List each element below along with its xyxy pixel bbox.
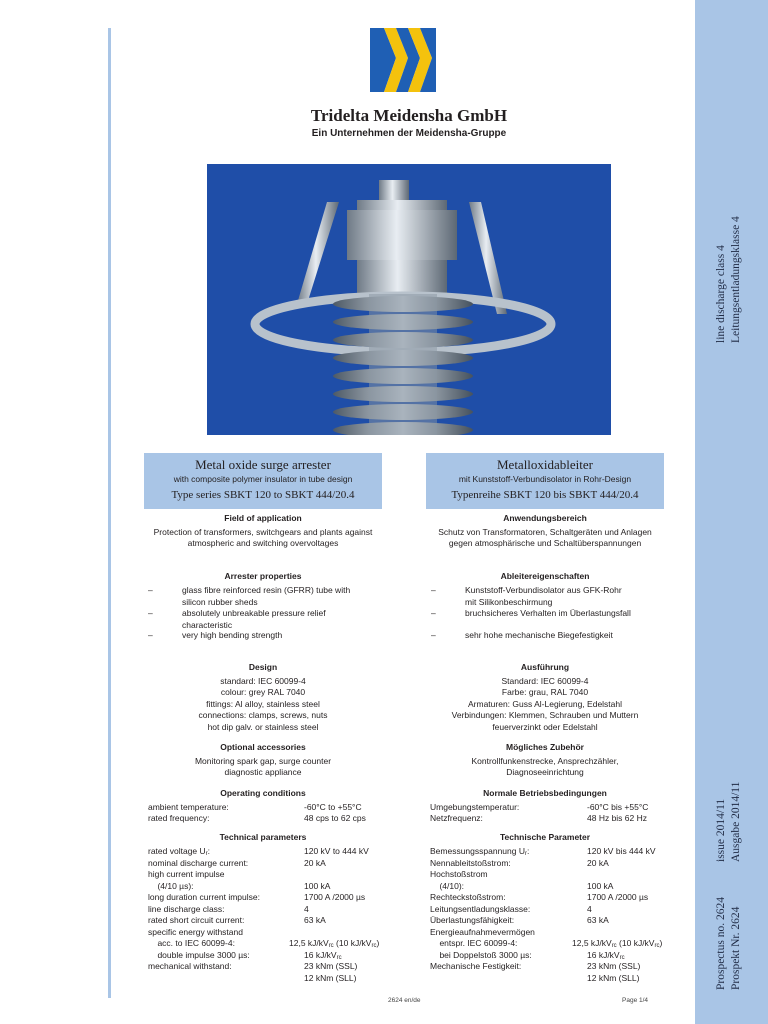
accessories-title-en: Optional accessories xyxy=(220,742,306,752)
side-class-en: line discharge class 4 xyxy=(715,245,727,343)
company-subtitle: Ein Unternehmen der Meidensha-Gruppe xyxy=(311,128,507,139)
field-line-de-1: Schutz von Transformatoren, Schaltgeräten und Anlagen xyxy=(438,527,652,537)
tech-label-en-9: acc. to IEC 60099-4: xyxy=(148,938,235,948)
prop-en-2 xyxy=(148,608,388,632)
prop-en-3-line-1: very high bending strength xyxy=(182,630,283,640)
tech-value-en-2: 20 kA xyxy=(304,857,326,868)
tech-label-en-7: rated short circuit current: xyxy=(148,915,245,925)
prop-de-1-line-2: mit Silikonbeschirmung xyxy=(465,596,553,607)
tech-label-de-10: bei Doppelstoß 3000 µs: xyxy=(430,949,532,960)
side-band xyxy=(695,0,768,1024)
tech-value-de-1: 120 kV bis 444 kV xyxy=(587,846,656,856)
row-label: rated frequency: xyxy=(148,813,210,823)
tech-label-de-2: Nennableitstoßstrom: xyxy=(430,857,511,868)
side-prospectus-en: Prospectus no. 2624 xyxy=(715,897,727,990)
row-label: ambient temperature: xyxy=(148,802,229,812)
tech-label-de-8: Energieaufnahmevermögen xyxy=(430,926,535,937)
dash: – xyxy=(431,608,436,618)
tech-title-de: Technische Parameter xyxy=(499,832,591,842)
tech-label-en-2: nominal discharge current: xyxy=(148,857,249,868)
prop-en-1-line-2: silicon rubber sheds xyxy=(182,596,258,607)
company-logo xyxy=(370,28,436,92)
product-photo xyxy=(207,164,611,435)
operating-row-de-2 xyxy=(430,813,483,825)
tech-value-de-6: 4 xyxy=(587,903,592,914)
tech-label-de-9: entspr. IEC 60099-4: xyxy=(430,938,518,948)
prop-en-2-line-2: characteristic xyxy=(182,619,233,630)
tech-label-en-1: rated voltage $U_r$: xyxy=(148,846,211,857)
design-line-de-3: Armaturen: Guss Al-Legierung, Edelstahl xyxy=(467,699,623,709)
row-label: Umgebungstemperatur: xyxy=(430,802,520,812)
operating-value-en-2: 48 cps to 62 cps xyxy=(304,813,366,823)
tech-value-de-10: 16 $kJ/kV_{rc}$ xyxy=(587,949,625,961)
operating-row-en-2 xyxy=(148,813,209,825)
field-line-de-2: gegen atmosphärische und Schaltüberspannungen xyxy=(448,538,642,548)
field-line-en-1: Protection of transformers, switchgears and plants against xyxy=(153,527,373,537)
tech-value-en-4: 100 kA xyxy=(304,880,331,891)
prop-de-2 xyxy=(431,608,671,620)
tech-label-de-7: Überlastungsfähigkeit: xyxy=(430,915,515,925)
operating-title-en: Operating conditions xyxy=(220,788,306,798)
tech-label-en-11: mechanical withstand: xyxy=(148,961,232,971)
subtitle-en: with composite polymer insulator in tube design xyxy=(173,474,353,484)
accessories-line-en-1: Monitoring spark gap, surge counter xyxy=(194,756,332,766)
tech-value-de-5: 1700 A /2000 µs xyxy=(587,892,649,902)
accessories-title-de: Mögliches Zubehör xyxy=(506,742,584,752)
design-title-de: Ausführung xyxy=(520,662,570,672)
tech-label-de-3: Hochstoßstrom xyxy=(430,869,488,879)
dash: – xyxy=(431,585,436,595)
design-line-en-4: connections: clamps, screws, nuts xyxy=(198,710,328,720)
tech-title-en: Technical parameters xyxy=(219,832,307,842)
tech-label-en-4: (4/10 µs): xyxy=(148,880,194,891)
footer-page: Page 1/4 xyxy=(622,997,649,1004)
title-box-en xyxy=(144,453,382,509)
tech-value-en-9: 12,5 $kJ/kV_{rc}$ (10 $kJ/kV_{rc}$) xyxy=(289,938,380,949)
field-title-en: Field of application xyxy=(224,513,302,523)
row-label: Netzfrequenz: xyxy=(430,813,483,823)
tech-label-en-8: specific energy withstand xyxy=(148,926,243,937)
dash: – xyxy=(148,608,153,618)
prop-en-3 xyxy=(148,630,388,642)
design-line-en-3: fittings: Al alloy, stainless steel xyxy=(206,699,320,709)
tech-label-en-10: double impulse 3000 µs: xyxy=(148,949,250,960)
tech-value-en-11: 23 kNm (SSL) xyxy=(304,961,358,971)
props-title-de: Ableitereigenschaften xyxy=(500,571,590,581)
design-line-de-5: feuerverzinkt oder Edelstahl xyxy=(492,722,598,732)
tech-value-de-9: 12,5 $kJ/kV_{rc}$ (10 $kJ/kV_{rc}$) xyxy=(572,938,663,949)
title-box-de xyxy=(426,453,664,509)
tech-value-en-5: 1700 A /2000 µs xyxy=(304,892,366,902)
prop-de-3 xyxy=(431,630,671,642)
dash: – xyxy=(148,585,153,595)
tech-label-de-5: Rechteckstoßstrom: xyxy=(430,892,506,902)
tech-label-de-1: Bemessungsspannung $U_r$: xyxy=(430,846,530,857)
side-issue-de: Ausgabe 2014/11 xyxy=(730,781,742,862)
operating-value-de-1: -60°C bis +55°C xyxy=(587,802,649,812)
tech-value-de-2: 20 kA xyxy=(587,857,609,868)
design-title-en: Design xyxy=(248,662,278,672)
tech-label-de-4: (4/10): xyxy=(430,880,465,891)
tech-label-de-6: Leitungsentladungsklasse: xyxy=(430,903,531,914)
tech-label-en-3: high current impulse xyxy=(148,869,225,879)
type-series-de: Typenreihe SBKT 120 bis SBKT 444/20.4 xyxy=(451,489,639,501)
design-line-en-5: hot dip galv. or stainless steel xyxy=(207,722,319,732)
operating-value-en-1: -60°C to +55°C xyxy=(304,802,362,812)
field-line-en-2: atmospheric and switching overvoltages xyxy=(187,538,339,548)
tech-value-en-12: 12 kNm (SLL) xyxy=(304,972,357,983)
tech-value-en-6: 4 xyxy=(304,903,309,914)
prop-en-2-line-1: absolutely unbreakable pressure relief xyxy=(182,608,326,618)
accessories-line-de-1: Kontrollfunkenstrecke, Ansprechzähler, xyxy=(471,756,619,766)
tech-value-en-7: 63 kA xyxy=(304,915,326,925)
tech-value-de-7: 63 kA xyxy=(587,915,609,925)
prop-en-1-line-1: glass fibre reinforced resin (GFRR) tube with xyxy=(182,585,351,595)
tech-value-de-12: 12 kNm (SLL) xyxy=(587,972,640,983)
side-prospectus-de: Prospekt Nr. 2624 xyxy=(730,906,742,990)
company-name: Tridelta Meidensha GmbH xyxy=(310,106,508,125)
design-line-de-4: Verbindungen: Klemmen, Schrauben und Muttern xyxy=(451,710,639,720)
tech-value-en-1: 120 kV to 444 kV xyxy=(304,846,369,856)
design-line-en-2: colour: grey RAL 7040 xyxy=(220,687,306,697)
accessories-line-de-2: Diagnoseeinrichtung xyxy=(506,767,584,777)
left-page-rule xyxy=(108,28,111,998)
operating-row-de-1 xyxy=(430,802,519,814)
prop-de-1-line-1: Kunststoff-Verbundisolator aus GFK-Rohr xyxy=(465,585,622,595)
dash: – xyxy=(431,630,436,640)
tech-value-en-10: 16 $kJ/kV_{rc}$ xyxy=(304,949,342,961)
prop-en-1 xyxy=(148,585,388,609)
title-en: Metal oxide surge arrester xyxy=(195,457,331,472)
props-title-en: Arrester properties xyxy=(224,571,302,581)
tech-label-de-11: Mechanische Festigkeit: xyxy=(430,961,522,971)
tech-value-de-11: 23 kNm (SSL) xyxy=(587,961,641,971)
prop-de-1 xyxy=(431,585,671,609)
operating-row-en-1 xyxy=(148,802,229,814)
type-series-en: Type series SBKT 120 to SBKT 444/20.4 xyxy=(171,489,355,501)
prop-de-3-line-1: sehr hohe mechanische Biegefestigkeit xyxy=(465,630,613,640)
dash: – xyxy=(148,630,153,640)
field-title-de: Anwendungsbereich xyxy=(503,513,587,523)
side-issue-en: issue 2014/11 xyxy=(715,798,727,862)
accessories-line-en-2: diagnostic appliance xyxy=(224,767,302,777)
design-line-de-2: Farbe: grau, RAL 7040 xyxy=(501,687,589,697)
title-de: Metalloxidableiter xyxy=(496,457,594,472)
design-line-de-1: Standard: IEC 60099-4 xyxy=(501,676,589,686)
operating-title-de: Normale Betriebsbedingungen xyxy=(483,788,607,798)
footer-code: 2624 en/de xyxy=(388,997,421,1004)
design-line-en-1: standard: IEC 60099-4 xyxy=(220,676,306,686)
side-class-de: Leitungsentladungsklasse 4 xyxy=(730,216,742,343)
tech-label-en-5: long duration current impulse: xyxy=(148,892,260,902)
tech-value-de-4: 100 kA xyxy=(587,880,614,891)
subtitle-de: mit Kunststoff-Verbundisolator in Rohr-Design xyxy=(458,474,632,484)
operating-value-de-2: 48 Hz bis 62 Hz xyxy=(587,813,647,823)
prop-de-2-line-1: bruchsicheres Verhalten im Überlastungsfall xyxy=(465,608,631,618)
tech-label-en-6: line discharge class: xyxy=(148,903,225,914)
